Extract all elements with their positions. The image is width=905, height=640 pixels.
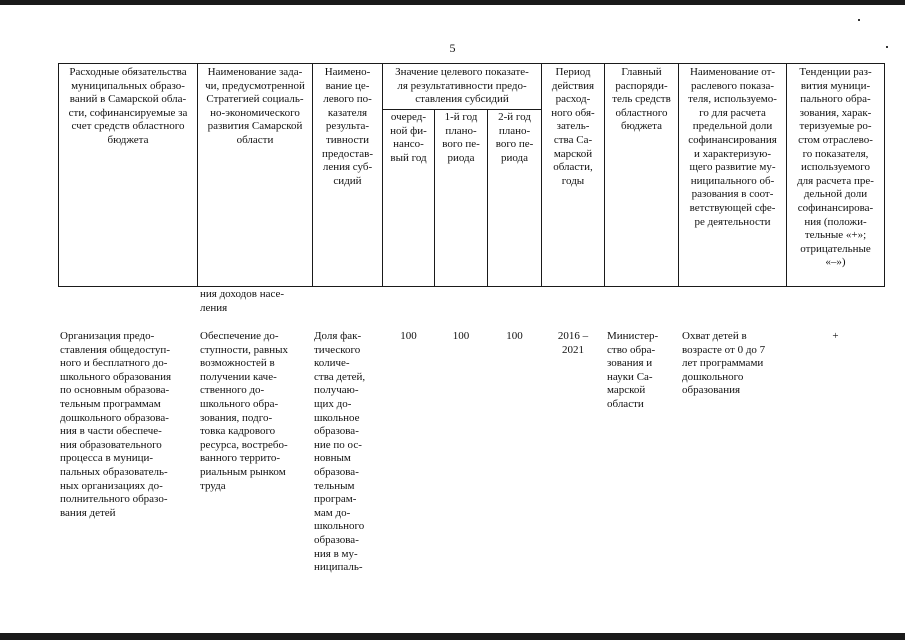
scan-speck — [858, 19, 860, 21]
carryover-text: ния доходов насе- ления — [200, 288, 285, 314]
header-strategy-task: Наименование зада- чи, предусмотренной Стратегией социаль- но-экономического развития Самарской области — [205, 66, 305, 146]
scan-border-bottom — [0, 633, 905, 640]
header-development-trends: Тенденции раз- вития муници- пального обра- зования, харак- теризуемые ро- стом отраслево- го показателя, используемого для расчета пре- дельной доли софинансирова- ния (положи- тельные «+»; отрицательные «–») — [797, 66, 874, 269]
row-trend: + — [832, 330, 839, 342]
header-target-indicator: Наимено- вание це- левого по- казателя результа- тивности предостав- ления суб- сидий — [321, 66, 374, 187]
row-administrator: Министер- ство обра- зования и науки Са- марской области — [607, 330, 659, 410]
row-value-next-year: 100 — [400, 330, 417, 342]
header-plan-year-1: 1-й год плано- вого пе- риода — [442, 111, 480, 164]
header-chief-administrator: Главный распоряди- тель средств областного бюджета — [612, 66, 671, 133]
row-obligation: Организация предо- ставления общедоступ- ного и бесплатного до- школьного образования по основным образова- тельным программам дошкольного образова- ния в части обеспече- ния образовательного процесса в муници- пальных образователь- ных организациях до- полнительного образо- вания детей — [60, 330, 172, 519]
row-indicator: Доля фак- тического количе- ства детей, получаю- щих до- школьное образова- ние по ос- новным образова- тельным програм- мам до- школьного образова- ния в му- ниципаль- — [314, 330, 366, 574]
page-number: 5 — [449, 41, 456, 55]
header-next-fiscal-year: очеред- ной фи- нансо- вый год — [390, 111, 427, 164]
header-indicator-values-group: Значение целевого показате- ля результативности предо- ставления субсидий — [395, 66, 529, 106]
table-header-bottom-border — [58, 286, 885, 287]
subheader-divider — [382, 109, 541, 110]
row-value-plan-year-1: 100 — [452, 330, 470, 342]
header-expenditure-obligations: Расходные обязательства муниципальных образо- ваний в Самарской обла- сти, софинансируемые за счет средств областного бюджета — [68, 66, 188, 146]
header-obligation-period: Период действия расход- ного обя- затель- ства Са- марской области, годы — [551, 66, 595, 187]
table-top-border — [58, 63, 885, 64]
row-period: 2016 – 2021 — [557, 330, 589, 356]
row-value-plan-year-2: 100 — [506, 330, 523, 342]
header-plan-year-2: 2-й год плано- вого пе- риода — [495, 111, 534, 164]
row-sector-indicator: Охват детей в возрасте от 0 до 7 лет программами дошкольного образования — [682, 330, 766, 397]
header-sector-indicator: Наименование от- раслевого показа- теля, используемо- го для расчета предельной доли софинансирования и характеризую- щего развитие му- ниципального об- разования в соот- ветствующей сфе- ре деятельности — [688, 66, 777, 228]
table-right-border — [884, 63, 885, 287]
row-task: Обеспечение до- ступности, равных возможностей в получении каче- ственного до- школьного обра- зования, подго- товка кадрового ресурса, востребо- ванного террито- риальным рынком труда — [200, 330, 289, 492]
scan-border-top — [0, 0, 905, 5]
